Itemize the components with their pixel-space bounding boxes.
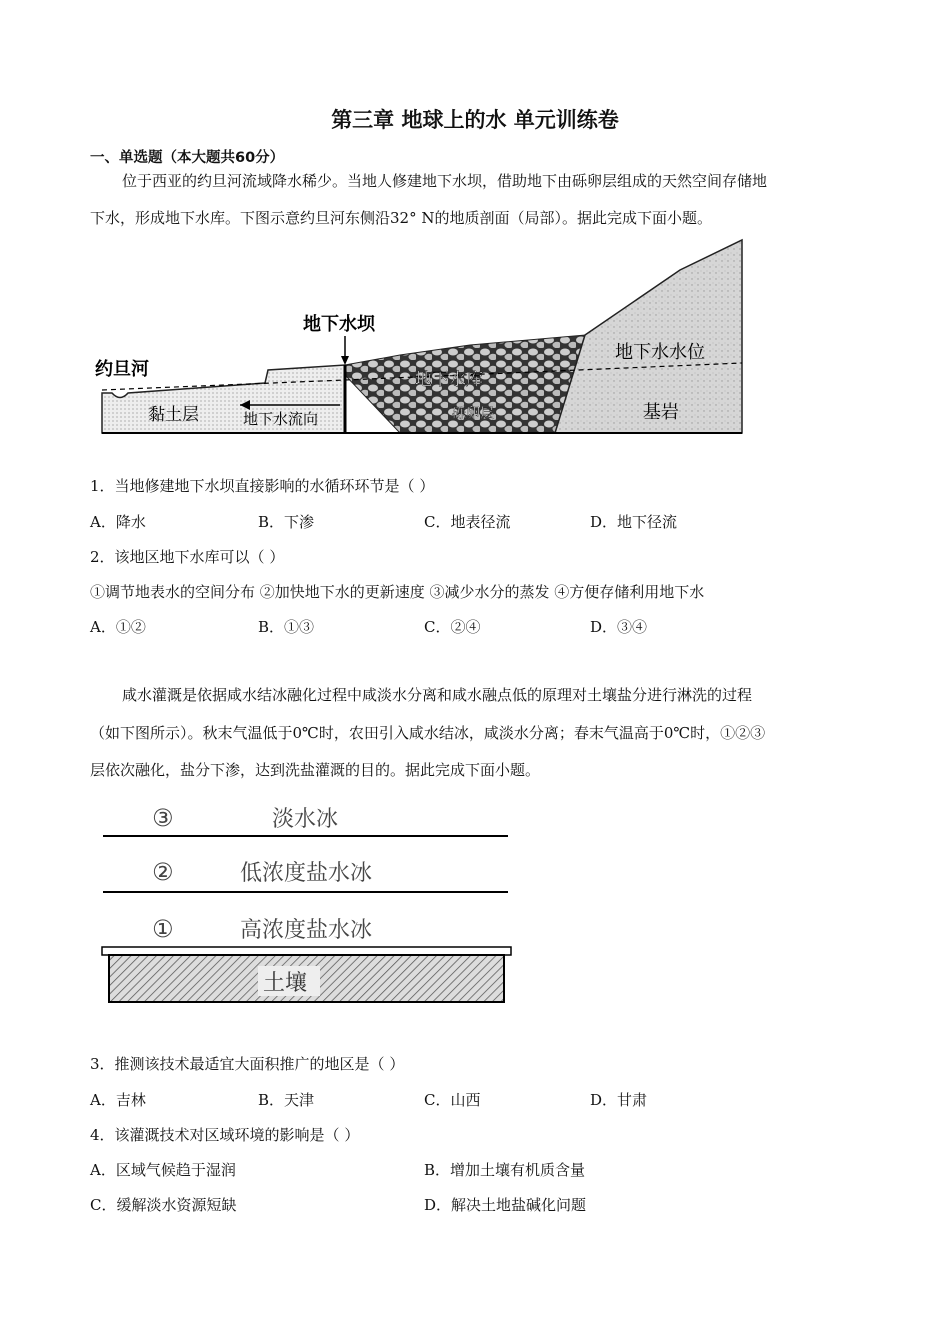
q2-option-b: B．①③ — [258, 618, 315, 636]
layer1-number: ① — [152, 915, 174, 943]
ice-layers-figure — [95, 795, 520, 1010]
q4-option-b: B．增加土壤有机质含量 — [424, 1161, 586, 1179]
q1-option-b: B．下渗 — [258, 513, 315, 531]
q4-option-c: C．缓解淡水资源短缺 — [90, 1196, 237, 1214]
q2-option-d: D．③④ — [590, 618, 648, 636]
q2-option-a: A．①② — [90, 618, 146, 636]
label-reservoir: 地下水库 — [415, 370, 483, 390]
label-bedrock: 基岩 — [643, 402, 679, 423]
geologic-profile-figure — [95, 235, 755, 440]
label-gravel: 砾卵层 — [452, 406, 494, 422]
question-2: 2．该地区地下水库可以（ ） — [90, 548, 285, 566]
layer3-label: 淡水冰 — [272, 807, 339, 832]
soil-label: 土壤 — [263, 971, 308, 996]
label-river: 约旦河 — [95, 359, 149, 380]
q2-option-c: C．②④ — [424, 618, 481, 636]
q3-option-c: C．山西 — [424, 1091, 481, 1109]
layer2-label: 低浓度盐水冰 — [240, 861, 373, 886]
passage2-line: （如下图所示）。秋末气温低于0℃时，农田引入咸水结冰，咸淡水分离；春末气温高于0℃时，①②③ — [90, 724, 766, 742]
page-title: 第三章 地球上的水 单元训练卷 — [331, 108, 619, 132]
question-3: 3．推测该技术最适宜大面积推广的地区是（ ） — [90, 1055, 405, 1073]
q4-option-d: D．解决土地盐碱化问题 — [424, 1196, 587, 1214]
label-flow: 地下水流向 — [243, 410, 319, 428]
question-4: 4．该灌溉技术对区域环境的影响是（ ） — [90, 1126, 360, 1144]
q1-option-d: D．地下径流 — [590, 513, 678, 531]
layer2-number: ② — [152, 858, 174, 886]
q3-option-a: A．吉林 — [90, 1091, 146, 1109]
layer1-label: 高浓度盐水冰 — [240, 918, 373, 943]
q3-option-b: B．天津 — [258, 1091, 315, 1109]
q1-option-c: C．地表径流 — [424, 513, 511, 531]
passage1-line: 位于西亚的约旦河流域降水稀少。当地人修建地下水坝，借助地下由砾卵层组成的天然空间存储地 — [122, 172, 768, 190]
label-water-table: 地下水水位 — [615, 342, 705, 363]
label-dam: 地下水坝 — [303, 314, 375, 335]
q2-statements: ①调节地表水的空间分布 ②加快地下水的更新速度 ③减少水分的蒸发 ④方便存储利用地下水 — [90, 583, 705, 601]
label-clay: 黏土层 — [148, 405, 199, 425]
q1-option-a: A．降水 — [90, 513, 146, 531]
q4-option-a: A．区域气候趋于湿润 — [90, 1161, 236, 1179]
q3-option-d: D．甘肃 — [590, 1091, 648, 1109]
passage2-line: 咸水灌溉是依据咸水结冰融化过程中咸淡水分离和咸水融点低的原理对土壤盐分进行淋洗的过程 — [122, 686, 753, 704]
passage2-line: 层依次融化，盐分下渗，达到洗盐灌溉的目的。据此完成下面小题。 — [90, 761, 541, 779]
section-heading: 一、单选题（本大题共60分） — [90, 150, 285, 166]
question-1: 1．当地修建地下水坝直接影响的水循环环节是（ ） — [90, 477, 435, 495]
layer3-number: ③ — [152, 804, 174, 832]
passage1-line: 下水，形成地下水库。下图示意约旦河东侧沿32° N的地质剖面（局部）。据此完成下面小题。 — [90, 209, 712, 227]
